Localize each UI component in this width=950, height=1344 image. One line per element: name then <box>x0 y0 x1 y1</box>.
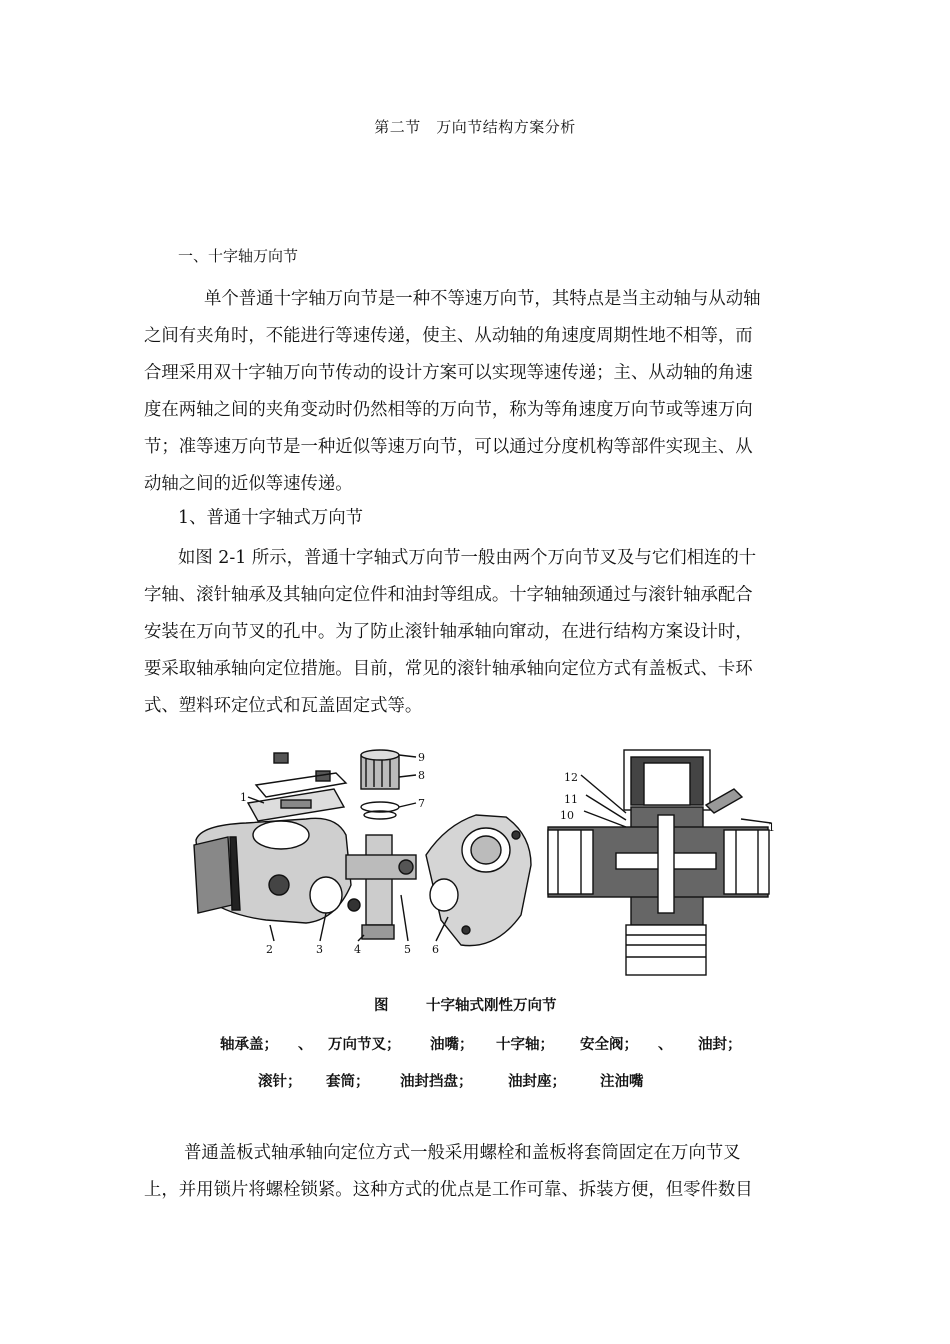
figure-label: 1 <box>768 821 775 834</box>
section-view-drawing <box>548 750 771 975</box>
para2-line: 字轴、滚针轴承及其轴向定位件和油封等组成。十字轴轴颈通过与滚针轴承配合 <box>144 585 753 605</box>
caption-prefix: 图 <box>374 998 389 1014</box>
caption-title: 十字轴式刚性万向节 <box>426 998 557 1014</box>
figure-label: 3 <box>316 943 323 956</box>
legend-item: 轴承盖； <box>220 1037 278 1053</box>
figure-label: 5 <box>404 943 411 956</box>
section-heading: 一、十字轴万向节 <box>178 247 299 265</box>
para2-line: 如图 2-1 所示，普通十字轴式万向节一般由两个万向节叉及与它们相连的十 <box>178 548 757 568</box>
para2-line: 安装在万向节叉的孔中。为了防止滚针轴承轴向窜动，在进行结构方案设计时， <box>144 622 753 642</box>
figure-label: 6 <box>432 943 439 956</box>
para1-line: 单个普通十字轴万向节是一种不等速万向节，其特点是当主动轴与从动轴 <box>204 289 761 309</box>
figure-label: 10 <box>560 809 574 822</box>
legend-item: 滚针； <box>258 1074 302 1090</box>
legend-item: 十字轴； <box>496 1037 554 1053</box>
para1-line: 动轴之间的近似等速传递。 <box>144 474 353 494</box>
figure-label: 2 <box>266 943 273 956</box>
para3-line: 上，并用锁片将螺栓锁紧。这种方式的优点是工作可靠、拆装方便，但零件数目 <box>144 1180 753 1200</box>
legend-item: 安全阀； <box>580 1037 638 1053</box>
legend-item: 油嘴； <box>430 1037 474 1053</box>
legend-item: 油封； <box>698 1037 742 1053</box>
legend-item: 、 <box>658 1037 673 1053</box>
para1-line: 节；准等速万向节是一种近似等速万向节，可以通过分度机构等部件实现主、从 <box>144 437 753 457</box>
figure-label: 1 <box>240 791 247 804</box>
exploded-view-drawing <box>194 750 531 946</box>
figure-label: 7 <box>418 797 425 810</box>
figure-label: 4 <box>354 943 361 956</box>
para1-line: 合理采用双十字轴万向节传动的设计方案可以实现等速传递；主、从动轴的角速 <box>144 363 753 383</box>
para2-line: 式、塑料环定位式和瓦盖固定式等。 <box>144 696 423 716</box>
para1-line: 之间有夹角时，不能进行等速传递，使主、从动轴的角速度周期性地不相等，而 <box>144 326 753 346</box>
para2-line: 要采取轴承轴向定位措施。目前，常见的滚针轴承轴向定位方式有盖板式、卡环 <box>144 659 753 679</box>
figure-label: 11 <box>564 793 578 806</box>
legend-item: 油封挡盘； <box>400 1074 473 1090</box>
figure-label: 9 <box>418 751 425 764</box>
legend-item: 万向节叉； <box>328 1037 401 1053</box>
universal-joint-figure <box>186 745 776 980</box>
figure-label: 8 <box>418 769 425 782</box>
legend-item: 、 <box>298 1037 313 1053</box>
para3-line: 普通盖板式轴承轴向定位方式一般采用螺栓和盖板将套筒固定在万向节叉 <box>184 1143 741 1163</box>
figure-label: 12 <box>564 771 578 784</box>
page-title: 第二节 万向节结构方案分析 <box>374 118 576 136</box>
legend-item: 套筒； <box>326 1074 370 1090</box>
sub-heading: 1、普通十字轴式万向节 <box>178 508 363 528</box>
para1-line: 度在两轴之间的夹角变动时仍然相等的万向节，称为等角速度万向节或等速万向 <box>144 400 753 420</box>
legend-item: 油封座； <box>508 1074 566 1090</box>
legend-item: 注油嘴 <box>600 1074 644 1090</box>
